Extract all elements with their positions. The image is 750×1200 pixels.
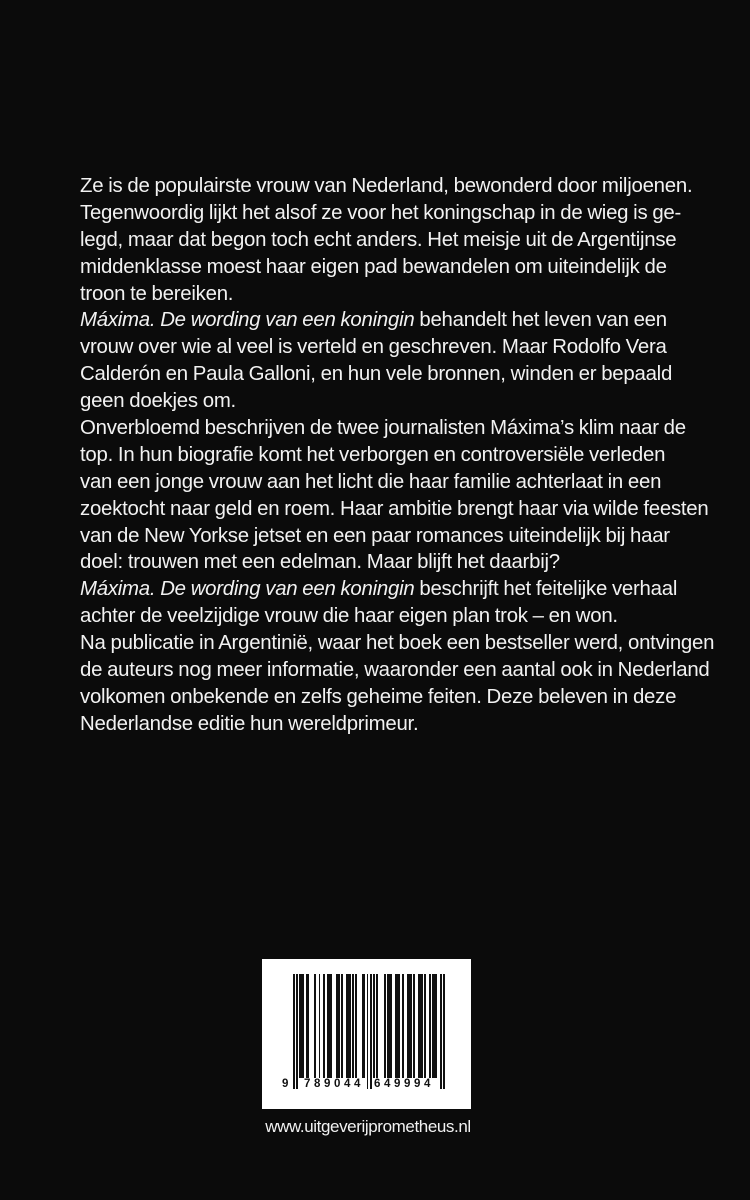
book-title-italic: Máxima. De wording van een koningin <box>80 309 415 332</box>
barcode-bar <box>424 974 426 1078</box>
barcode-bar <box>391 974 393 1078</box>
barcode-bar <box>338 974 340 1078</box>
blurb-line: zoektocht naar geld en roem. Haar ambitie brengt haar via wilde feesten <box>80 497 709 520</box>
barcode-bar <box>319 974 321 1078</box>
blurb-line: Na publicatie in Argentinië, waar het boek een bestseller werd, ontvingen <box>80 632 715 655</box>
barcode-bar <box>296 974 298 1089</box>
barcode-bar <box>341 974 343 1078</box>
barcode-bar <box>355 974 357 1078</box>
blurb-line: van de New Yorkse jetset en een paar romances uiteindelijk bij haar <box>80 524 670 547</box>
barcode-bar <box>376 974 378 1078</box>
barcode-bar <box>399 974 401 1078</box>
barcode-bar <box>330 974 332 1078</box>
barcode-bar <box>440 974 442 1089</box>
blurb-line: achter de veelzijdige vrouw die haar eigen plan trok – en won. <box>80 605 618 628</box>
barcode-digit-group-left: 789044 <box>304 1078 364 1090</box>
barcode-bar <box>373 974 375 1078</box>
barcode-bar <box>413 974 415 1078</box>
blurb-line: Calderón en Paula Galloni, en hun vele bronnen, winden er bepaald <box>80 363 673 386</box>
blurb-line: Onverbloemd beschrijven de twee journalisten Máxima’s klim naar de <box>80 417 686 440</box>
publisher-url: www.uitgeverijprometheus.nl <box>265 1117 471 1136</box>
barcode-bar <box>352 974 354 1078</box>
barcode-bar <box>384 974 386 1078</box>
barcode-bar <box>323 974 325 1078</box>
barcode-bar <box>307 974 309 1078</box>
blurb-line: troon te bereiken. <box>80 282 234 305</box>
barcode-bar <box>410 974 412 1078</box>
blurb-line: volkomen onbekende en zelfs geheime feiten. Deze beleven in deze <box>80 685 677 708</box>
barcode-bar <box>402 974 404 1078</box>
barcode-bar <box>435 974 437 1078</box>
blurb-line: Tegenwoordig lijkt het alsof ze voor het koningschap in de wieg is ge- <box>80 201 682 224</box>
blurb-line: middenklasse moest haar eigen pad bewandelen om uiteindelijk de <box>80 255 667 278</box>
blurb-line: van een jonge vrouw aan het licht die haar familie achterlaat in een <box>80 470 662 493</box>
isbn-barcode <box>262 959 471 1109</box>
blurb-line: Nederlandse editie hun wereldprimeur. <box>80 712 419 735</box>
blurb-line: Ze is de populairste vrouw van Nederland, bewonderd door miljoenen. <box>80 175 693 197</box>
barcode-bar <box>293 974 295 1089</box>
barcode-digits <box>262 1078 471 1094</box>
barcode-digit-group-lead: 9 <box>282 1078 289 1090</box>
barcode-bar <box>443 974 445 1089</box>
barcode-bar <box>349 974 351 1078</box>
barcode-bar <box>370 974 372 1089</box>
blurb-line: de auteurs nog meer informatie, waaronder een aantal ook in Nederland <box>80 659 710 682</box>
blurb-line: doel: trouwen met een edelman. Maar blijft het daarbij? <box>80 551 560 574</box>
blurb-line: top. In hun biografie komt het verborgen en controversiële verleden <box>80 443 666 466</box>
blurb-line: geen doekjes om. <box>80 390 236 413</box>
barcode-bars <box>293 974 445 1089</box>
blurb-line: Máxima. De wording van een koningin beschrijft het feitelijke verhaal <box>80 578 678 601</box>
blurb-line: legd, maar dat begon toch echt anders. Het meisje uit de Argentijnse <box>80 228 677 251</box>
back-cover-blurb <box>80 173 715 738</box>
book-title-italic: Máxima. De wording van een koningin <box>80 578 415 601</box>
barcode-bar <box>303 974 305 1078</box>
barcode-digit-group-right: 649994 <box>374 1078 434 1090</box>
barcode-bar <box>429 974 431 1078</box>
blurb-line: vrouw over wie al veel is verteld en geschreven. Maar Rodolfo Vera <box>80 336 667 359</box>
barcode-bar <box>367 974 369 1089</box>
barcode-bar <box>314 974 316 1078</box>
barcode-bar <box>363 974 365 1078</box>
barcode-bar <box>421 974 423 1078</box>
blurb-line: Máxima. De wording van een koningin behandelt het leven van een <box>80 309 667 332</box>
